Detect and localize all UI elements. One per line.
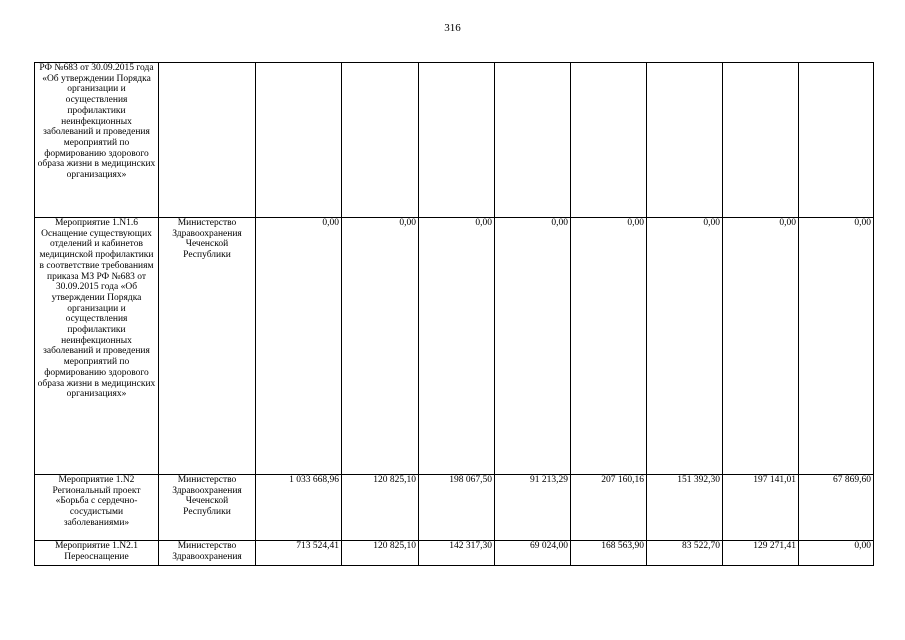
value-year-7 xyxy=(799,63,874,218)
table-row xyxy=(35,541,874,566)
table-row xyxy=(35,475,874,541)
value-year-6: 129 271,41 xyxy=(723,541,799,566)
measure-description: РФ №683 от 30.09.2015 года «Об утверждении Порядка организации и осуществления профилактики неинфекционных заболеваний и проведения мероприятий по формированию здорового образа жизни в медицинских организациях» xyxy=(35,63,159,218)
measure-description: Мероприятие 1.N2 Региональный проект «Борьба с сердечно-сосудистыми заболеваниями» xyxy=(35,475,159,541)
value-year-2 xyxy=(419,63,495,218)
budget-table xyxy=(34,62,874,566)
measure-description: Мероприятие 1.N2.1 Переоснащение xyxy=(35,541,159,566)
value-year-7: 0,00 xyxy=(799,218,874,475)
measure-description: Мероприятие 1.N1.6 Оснащение существующих отделений и кабинетов медицинской профилактики в соответствие требованиям приказа МЗ РФ №683 от 30.09.2015 года «Об утверждении Порядка организации и осуществления профилактики неинфекционных заболеваний и проведения мероприятий по формированию здорового образа жизни в медицинских организациях» xyxy=(35,218,159,475)
value-year-1: 120 825,10 xyxy=(342,541,419,566)
value-year-6: 0,00 xyxy=(723,218,799,475)
executor-cell: Министерство Здравоохранения xyxy=(159,541,256,566)
value-year-4 xyxy=(571,63,647,218)
value-year-5: 0,00 xyxy=(647,218,723,475)
value-year-5: 151 392,30 xyxy=(647,475,723,541)
executor-cell xyxy=(159,63,256,218)
value-year-2: 142 317,30 xyxy=(419,541,495,566)
value-year-5 xyxy=(647,63,723,218)
value-year-7: 67 869,60 xyxy=(799,475,874,541)
table-row xyxy=(35,63,874,218)
value-year-4: 168 563,90 xyxy=(571,541,647,566)
value-year-6 xyxy=(723,63,799,218)
value-year-4: 0,00 xyxy=(571,218,647,475)
value-year-7: 0,00 xyxy=(799,541,874,566)
value-year-3: 0,00 xyxy=(495,218,571,475)
value-total: 713 524,41 xyxy=(256,541,342,566)
value-year-1: 120 825,10 xyxy=(342,475,419,541)
value-total: 0,00 xyxy=(256,218,342,475)
table-row xyxy=(35,218,874,475)
value-year-3: 91 213,29 xyxy=(495,475,571,541)
executor-cell: Министерство Здравоохранения Чеченской Республики xyxy=(159,218,256,475)
value-year-3 xyxy=(495,63,571,218)
value-year-1: 0,00 xyxy=(342,218,419,475)
value-year-5: 83 522,70 xyxy=(647,541,723,566)
value-total: 1 033 668,96 xyxy=(256,475,342,541)
value-total xyxy=(256,63,342,218)
value-year-6: 197 141,01 xyxy=(723,475,799,541)
value-year-3: 69 024,00 xyxy=(495,541,571,566)
value-year-4: 207 160,16 xyxy=(571,475,647,541)
value-year-2: 0,00 xyxy=(419,218,495,475)
value-year-2: 198 067,50 xyxy=(419,475,495,541)
value-year-1 xyxy=(342,63,419,218)
page-number: 316 xyxy=(444,22,461,34)
executor-cell: Министерство Здравоохранения Чеченской Республики xyxy=(159,475,256,541)
